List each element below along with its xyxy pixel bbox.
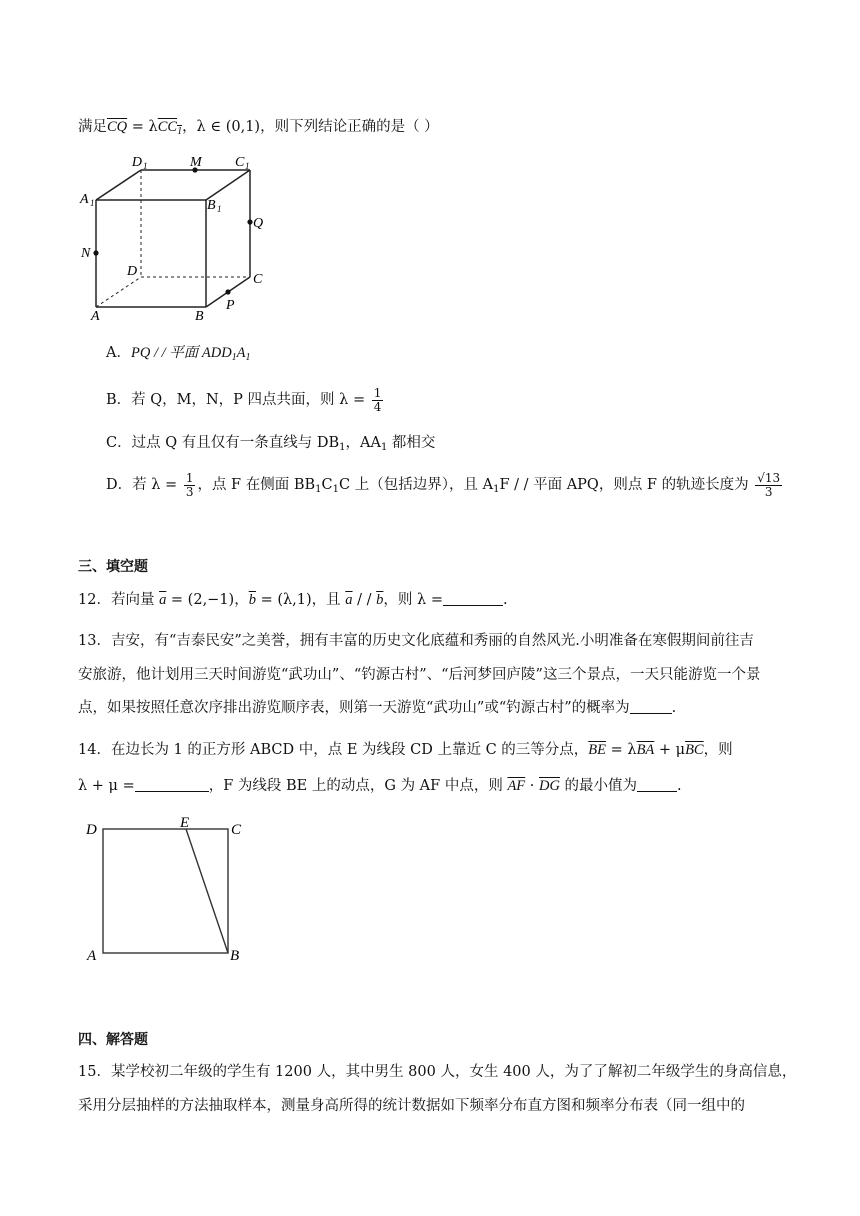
option-d: D．若 λ = $\frac{1}{3}$ ，点 F 在侧面 $BB_1C_1C$ 上（包括边界），且 $A_1F$ / / 平面 APQ，则点 F 的轨迹长度为 $\frac{√13}{3}$ (106, 470, 781, 499)
svg-text:Q: Q (253, 216, 264, 231)
svg-text:C: C (231, 822, 242, 838)
svg-text:B: B (195, 309, 204, 320)
svg-text:A: A (91, 309, 100, 320)
q15-line2: 采用分层抽样的方法抽取样本，测量身高所得的统计数据如下频率分布直方图和频率分布表（同一组中的 (78, 1098, 745, 1114)
svg-text:C: C (253, 272, 263, 287)
svg-text:1: 1 (90, 198, 95, 208)
svg-text:C: C (235, 155, 245, 170)
svg-text:E: E (180, 815, 190, 831)
svg-text:1: 1 (245, 161, 250, 171)
answer-blank[interactable] (443, 591, 503, 606)
q14-line1: 14．在边长为 1 的正方形 ABCD 中，点 E 为线段 CD 上靠近 C 的三等分点，$\overline{BE} = \lambda\overline{BA} + \mu\overline{BC}$，则 (78, 742, 733, 758)
q15-line1: 15．某学校初二年级的学生有 1200 人，其中男生 800 人，女生 400 人，为了了解初二年级学生的身高信息， (78, 1064, 797, 1080)
q13-line3: 点，如果按照任意次序排出游览顺序表，则第一天游览“武功山”或“钓源古村”的概率为 . (78, 700, 677, 716)
option-a: A．PQ / / 平面 $ADD_1A_1$ (106, 345, 251, 363)
q13-line1: 13．吉安，有“吉泰民安”之美誉，拥有丰富的历史文化底蕴和秀丽的自然风光.小明准备在寒假期间前往吉 (78, 633, 754, 649)
svg-text:1: 1 (143, 161, 148, 171)
q11-stem: 满足$\overline{CQ} = \lambda CC_1$，λ ∈ (0,1)，则下列结论正确的是（ ） (78, 119, 439, 137)
svg-text:P: P (226, 298, 235, 313)
svg-text:A: A (87, 948, 97, 962)
svg-text:D: D (131, 155, 142, 170)
svg-text:M: M (190, 155, 202, 170)
svg-text:D: D (127, 264, 138, 279)
svg-text:N: N (81, 246, 91, 261)
square-figure (86, 812, 256, 962)
q13-line2: 安旅游，他计划用三天时间游览“武功山”、“钓源古村”、“后河梦回庐陵”这三个景点，一天只能游览一个景 (78, 667, 761, 683)
svg-text:1: 1 (217, 204, 222, 214)
q12: 12．若向量 $\overline{a} = (2,-1)$，$\overline{b} = (\lambda,1)$，且 $\overline{a}$ / / $\overline{b}$，则 λ = . (78, 592, 508, 608)
q14-line2: λ + μ = ，F 为线段 BE 上的动点，G 为 AF 中点，则 $\overline{AF} \cdot \overline{DG}$ 的最小值为 . (78, 778, 682, 794)
option-b: B．若 Q，M，N，P 四点共面，则 λ = $\frac{1}{4}$ (106, 385, 382, 414)
section-3-title: 三、填空题 (78, 559, 148, 575)
svg-text:B: B (230, 948, 240, 962)
svg-text:B: B (207, 198, 216, 213)
answer-blank[interactable] (637, 777, 677, 792)
option-c: C．过点 Q 有且仅有一条直线与 $DB_1$，$AA_1$ 都相交 (106, 435, 436, 453)
cube-figure (78, 150, 278, 320)
answer-blank[interactable] (630, 699, 672, 714)
section-4-title: 四、解答题 (78, 1032, 148, 1048)
svg-text:D: D (86, 822, 97, 838)
answer-blank[interactable] (135, 777, 209, 792)
svg-text:A: A (80, 192, 89, 207)
